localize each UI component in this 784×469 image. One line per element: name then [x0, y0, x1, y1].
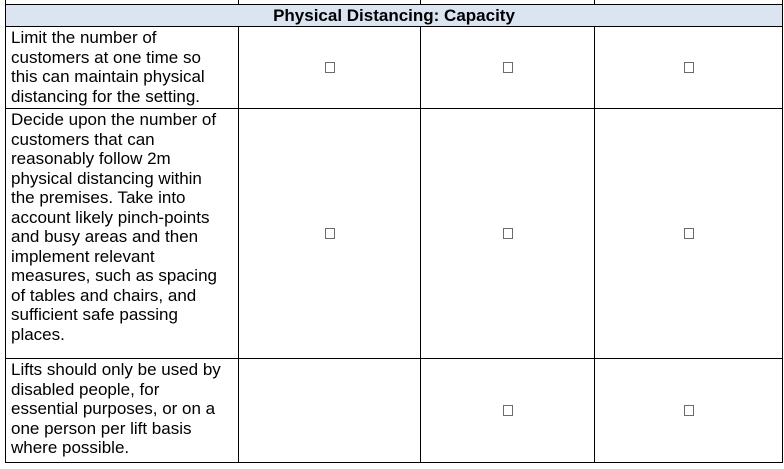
check-cell [239, 359, 421, 463]
check-cell [239, 109, 421, 359]
checkbox[interactable] [503, 62, 513, 73]
item-text: Lifts should only be used by disabled people, for essential purposes, or on a one person per lift basis where possible. [11, 360, 221, 457]
check-cell [421, 27, 595, 109]
section-header-row [6, 5, 783, 27]
check-cell [239, 27, 421, 109]
check-cell [595, 359, 783, 463]
checkbox[interactable] [503, 228, 513, 239]
table-row [6, 359, 783, 463]
item-text: Decide upon the number of customers that can reasonably follow 2m physical distancing within the premises. Take into account likely pinch-points and busy areas and then implement relevant measures, such as spacing of tables and chairs, and sufficient safe passing places. [11, 110, 217, 344]
item-cell [6, 359, 239, 463]
check-cell [421, 359, 595, 463]
checklist-table [5, 0, 783, 463]
checkbox[interactable] [325, 62, 335, 73]
checkbox[interactable] [684, 62, 694, 73]
section-title: Physical Distancing: Capacity [6, 5, 783, 27]
checkbox[interactable] [684, 228, 694, 239]
item-cell [6, 27, 239, 109]
checkbox[interactable] [503, 405, 513, 416]
checkbox[interactable] [325, 228, 335, 239]
item-text: Limit the number of customers at one time so this can maintain physical distancing for the setting. [11, 28, 205, 106]
check-cell [595, 27, 783, 109]
table-row [6, 27, 783, 109]
item-cell [6, 109, 239, 359]
check-cell [421, 109, 595, 359]
checkbox[interactable] [684, 405, 694, 416]
check-cell [595, 109, 783, 359]
table-row [6, 109, 783, 359]
